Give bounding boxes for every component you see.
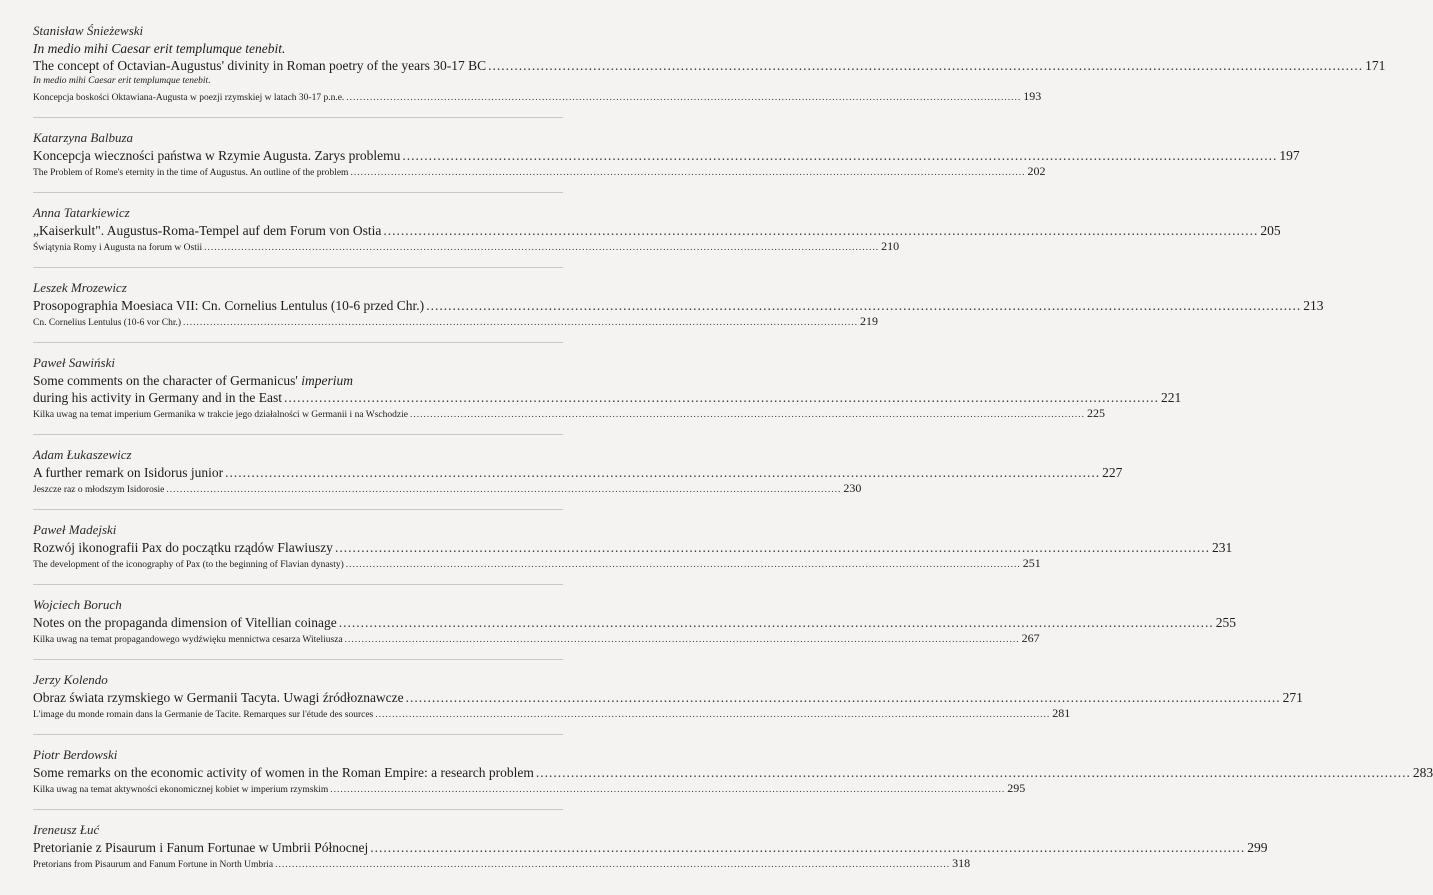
- dot-leader: [346, 558, 1021, 573]
- page-number: 281: [1052, 706, 1071, 720]
- article-title-line: [33, 539, 1233, 556]
- translated-title: Kilka uwag na temat aktywności ekonomicznej kobiet w imperium rzymskim: [33, 785, 329, 795]
- translated-title-line: [33, 164, 1046, 181]
- page-number: 202: [1027, 164, 1046, 178]
- author-name: Paweł Sawiński: [33, 355, 115, 370]
- translated-title-line: [33, 856, 971, 873]
- translated-title: Świątynia Romy i Augusta na forum w Ostii: [33, 243, 203, 253]
- article-title: Rozwój ikonografii Pax do początku rządów Flawiuszy: [33, 540, 333, 555]
- translated-title: The development of the iconography of Pax (to the beginning of Flavian dynasty): [33, 560, 344, 570]
- page-number: 221: [1160, 390, 1182, 405]
- dot-leader: [350, 166, 1025, 181]
- translated-title-line: [33, 481, 862, 498]
- dot-leader: [284, 389, 1159, 406]
- toc-entry: [33, 279, 1324, 343]
- article-title-line: [33, 764, 1433, 781]
- article-title-line: [33, 464, 1123, 481]
- dot-leader: [345, 633, 1020, 648]
- translated-title: Jeszcze raz o młodszym Isidorosie: [33, 485, 165, 495]
- dot-leader: [370, 839, 1245, 856]
- article-title-line: [33, 297, 1324, 314]
- page-number: 171: [1365, 58, 1386, 73]
- translated-title-line: [33, 89, 1042, 106]
- toc-entry: [33, 446, 1123, 510]
- dot-leader: [330, 783, 1005, 798]
- dot-leader: [488, 57, 1363, 74]
- page-number: 283: [1412, 765, 1433, 780]
- author-name: Piotr Berdowski: [33, 747, 118, 762]
- article-title: Pretorianie z Pisaurum i Fanum Fortunae w Umbrii Północnej: [33, 840, 369, 855]
- dot-leader: [383, 222, 1258, 239]
- page-number: 255: [1215, 615, 1236, 630]
- toc-entry: [33, 354, 1182, 435]
- article-title-line: [33, 372, 563, 389]
- article-title-line: [33, 40, 563, 57]
- toc-entry: [33, 596, 1236, 660]
- dot-leader: [225, 464, 1100, 481]
- toc-entry: [33, 746, 1433, 810]
- dot-leader: [275, 858, 950, 873]
- page-number: 271: [1282, 690, 1303, 705]
- author-name: Wojciech Boruch: [33, 597, 122, 612]
- translated-title-line: [33, 631, 1040, 648]
- toc-entry: [33, 671, 1303, 735]
- author-name: Jerzy Kolendo: [33, 672, 108, 687]
- dot-leader: [346, 91, 1021, 106]
- page-number: 205: [1260, 223, 1281, 238]
- dot-leader: [204, 241, 879, 256]
- article-title-line: [33, 57, 1386, 74]
- translated-title: The Problem of Rome's eternity in the time of Augustus. An outline of the problem: [33, 168, 349, 178]
- page-number: 227: [1102, 465, 1123, 480]
- article-title: Koncepcja wieczności państwa w Rzymie Augusta. Zarys problemu: [33, 148, 401, 163]
- toc-entry: [33, 521, 1233, 585]
- article-title-line: [33, 389, 1182, 406]
- article-title: „Kaiserkult". Augustus-Roma-Tempel auf dem Forum von Ostia: [33, 223, 382, 238]
- translated-title-line: [33, 406, 1105, 423]
- translated-title: Kilka uwag na temat imperium Germanika w trakcie jego działalności w Germanii i na Wschodzie: [33, 410, 408, 420]
- article-title: Obraz świata rzymskiego w Germanii Tacyta. Uwagi źródłoznawcze: [33, 690, 404, 705]
- dot-leader: [426, 297, 1301, 314]
- article-title: The concept of Octavian-Augustus' divinity in Roman poetry of the years 30-17 BC: [33, 58, 487, 73]
- title-italic-word: imperium: [301, 373, 353, 388]
- page-number: 197: [1279, 148, 1300, 163]
- toc-entry: [33, 204, 1281, 268]
- translated-title: In medio mihi Caesar erit templumque tenebit.: [33, 76, 211, 86]
- translated-title-line: [33, 314, 879, 331]
- dot-leader: [166, 483, 841, 498]
- page-number: 213: [1303, 298, 1324, 313]
- author-name: Katarzyna Balbuza: [33, 130, 134, 145]
- author-name: Anna Tatarkiewicz: [33, 205, 130, 220]
- table-of-contents: [33, 22, 1433, 895]
- translated-title-line: [33, 556, 1041, 573]
- page-number: 210: [881, 239, 900, 253]
- dot-leader: [536, 764, 1411, 781]
- page-number: 299: [1247, 840, 1268, 855]
- toc-entry: [33, 821, 1268, 884]
- translated-title: Pretorians from Pisaurum and Fanum Fortune in North Umbria: [33, 860, 274, 870]
- author-name: Ireneusz Łuć: [33, 822, 100, 837]
- translated-title: L'image du monde romain dans la Germanie de Tacite. Remarques sur l'étude des sources: [33, 710, 374, 720]
- toc-entry: [33, 22, 1386, 118]
- page-number: 219: [860, 314, 879, 328]
- article-title-line: [33, 614, 1236, 631]
- page-number: 225: [1086, 406, 1105, 420]
- translated-title: Koncepcja boskości Oktawiana-Augusta w poezji rzymskiej w latach 30-17 p.n.e.: [33, 93, 345, 103]
- article-title-line: [33, 222, 1281, 239]
- page-number: 230: [843, 481, 862, 495]
- article-title: Notes on the propaganda dimension of Vitellian coinage: [33, 615, 337, 630]
- article-title: during his activity in Germany and in the East: [33, 390, 282, 405]
- page-number: 267: [1021, 631, 1040, 645]
- translated-title-line: [33, 706, 1071, 723]
- dot-leader: [183, 316, 858, 331]
- toc-entry: [33, 129, 1300, 193]
- article-title: Some remarks on the economic activity of women in the Roman Empire: a research problem: [33, 765, 534, 780]
- translated-title-line: [33, 239, 900, 256]
- page-number: 251: [1022, 556, 1041, 570]
- article-title: Some comments on the character of Germanicus': [33, 373, 302, 388]
- page-number: 193: [1023, 89, 1042, 103]
- page-number: 231: [1211, 540, 1233, 555]
- dot-leader: [375, 708, 1050, 723]
- author-name: Stanisław Śnieżewski: [33, 23, 144, 38]
- translated-title: Cn. Cornelius Lentulus (10-6 vor Chr.): [33, 318, 182, 328]
- dot-leader: [410, 408, 1085, 423]
- article-title: A further remark on Isidorus junior: [33, 465, 224, 480]
- article-title: Prosopographia Moesiaca VII: Cn. Cornelius Lentulus (10-6 przed Chr.): [33, 298, 425, 313]
- dot-leader: [406, 689, 1281, 706]
- author-name: Leszek Mrozewicz: [33, 280, 127, 295]
- dot-leader: [339, 614, 1214, 631]
- article-title: In medio mihi Caesar erit templumque tenebit.: [33, 41, 286, 56]
- translated-title-line: [33, 781, 1026, 798]
- page-number: 295: [1007, 781, 1026, 795]
- author-name: Adam Łukaszewicz: [33, 447, 132, 462]
- article-title-line: [33, 689, 1303, 706]
- article-title-line: [33, 147, 1300, 164]
- translated-title-line: [33, 74, 563, 89]
- dot-leader: [335, 539, 1210, 556]
- author-name: Paweł Madejski: [33, 522, 117, 537]
- translated-title: Kilka uwag na temat propagandowego wydźwięku mennictwa cesarza Witeliusza: [33, 635, 343, 645]
- dot-leader: [402, 147, 1277, 164]
- article-title-line: [33, 839, 1268, 856]
- page-number: 318: [952, 856, 971, 870]
